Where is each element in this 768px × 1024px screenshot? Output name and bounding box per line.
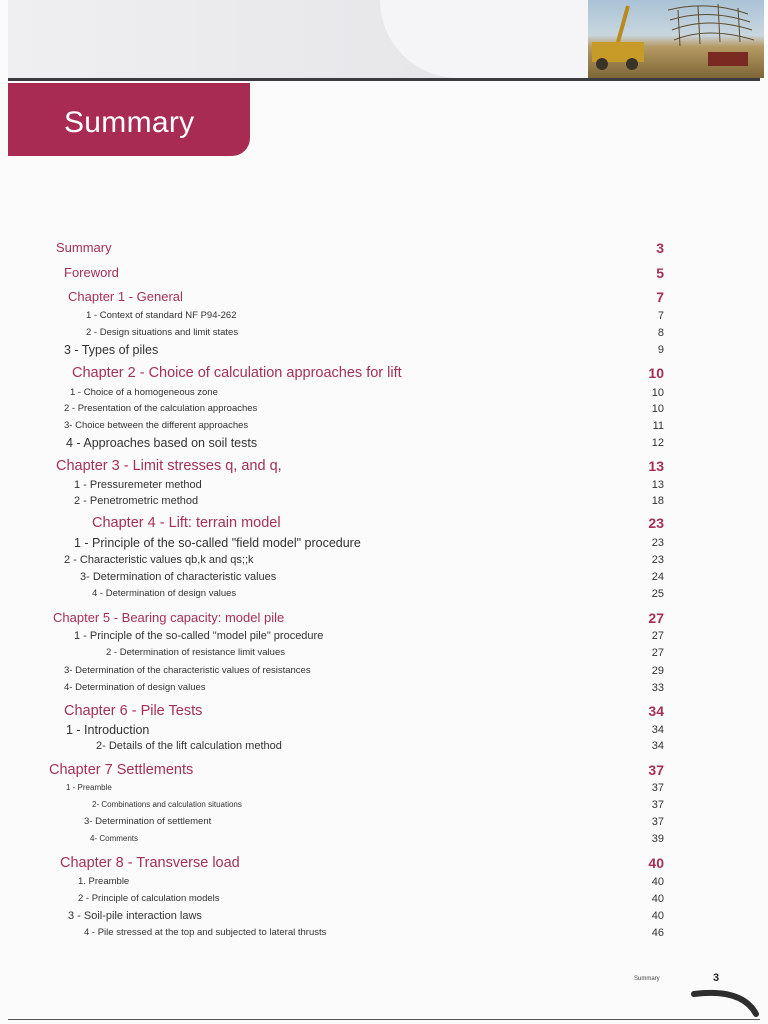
toc-section[interactable] — [0, 797, 768, 813]
toc-entry-label: 1. Preamble — [78, 876, 130, 887]
toc-entry-label: Chapter 6 - Pile Tests — [64, 703, 203, 719]
toc-entry-label: 3 - Soil-pile interaction laws — [68, 910, 202, 922]
toc-entry-label: 1 - Preamble — [66, 783, 112, 792]
title-banner — [8, 83, 250, 156]
toc-entry-page: 10 — [651, 403, 664, 415]
toc-entry-label: Chapter 5 - Bearing capacity: model pile — [53, 610, 285, 625]
toc-entry-label: 4 - Pile stressed at the top and subjected to lateral thrusts — [84, 927, 327, 938]
toc-chapter-1[interactable] — [0, 289, 768, 305]
toc-entry-label: 4 - Determination of design values — [92, 588, 237, 599]
toc-entry-page: 7 — [656, 289, 664, 305]
toc-entry-label: 1 - Context of standard NF P94-262 — [86, 310, 237, 321]
toc-entry-page: 37 — [651, 782, 664, 794]
toc-entry-page: 40 — [651, 893, 664, 905]
toc-entry-label: Foreword — [64, 265, 119, 280]
toc-entry-page: 37 — [651, 816, 664, 828]
toc-entry-label: 3- Determination of characteristic values — [80, 571, 277, 583]
toc-entry-label: 1 - Principle of the so-called "field model" procedure — [74, 536, 361, 550]
toc-section[interactable] — [0, 663, 768, 679]
toc-entry-label: 2 - Design situations and limit states — [86, 327, 239, 338]
toc-entry-label: 3- Choice between the different approaches — [64, 420, 249, 431]
toc-entry-page: 24 — [651, 571, 664, 583]
toc-entry-page: 18 — [651, 495, 664, 507]
toc-section[interactable] — [0, 385, 768, 401]
toc-entry-label: Chapter 4 - Lift: terrain model — [92, 515, 281, 531]
toc-entry-label: 1 - Principle of the so-called "model pile" procedure — [74, 630, 324, 642]
toc-section[interactable] — [0, 552, 768, 568]
toc-entry-page: 29 — [651, 665, 664, 677]
toc-section[interactable] — [0, 780, 768, 796]
toc-entry-page: 8 — [657, 327, 664, 339]
toc-entry-page: 9 — [657, 344, 664, 356]
toc-entry-label: 2 - Presentation of the calculation approaches — [64, 403, 258, 414]
toc-section[interactable] — [0, 891, 768, 907]
toc-entry-page: 39 — [651, 833, 664, 845]
toc-entry-label: 2 - Principle of calculation models — [78, 893, 220, 904]
toc-chapter-7[interactable] — [0, 762, 768, 778]
toc-section[interactable] — [0, 874, 768, 890]
toc-section[interactable] — [0, 738, 768, 754]
toc-entry-label: 1 - Choice of a homogeneous zone — [70, 387, 218, 398]
toc-chapter-2[interactable] — [0, 365, 768, 381]
header-divider — [8, 78, 760, 81]
toc-entry-page: 34 — [651, 724, 664, 736]
toc-section[interactable] — [0, 535, 768, 551]
header-curve-decoration — [380, 0, 620, 78]
toc-section[interactable] — [0, 435, 768, 451]
toc-entry-page: 11 — [652, 420, 664, 432]
page-corner-arrow-icon — [690, 984, 760, 1020]
toc-chapter-3[interactable] — [0, 458, 768, 474]
toc-section[interactable] — [0, 308, 768, 324]
toc-section[interactable] — [0, 493, 768, 509]
toc-entry-page: 7 — [657, 310, 664, 322]
toc-entry-page: 37 — [648, 762, 664, 778]
toc-entry-page: 13 — [651, 479, 664, 491]
construction-site-photo — [588, 0, 764, 78]
toc-entry-label: Chapter 7 Settlements — [49, 762, 194, 778]
toc-section[interactable] — [0, 925, 768, 941]
toc-entry-label: Chapter 8 - Transverse load — [60, 855, 240, 871]
toc-section[interactable] — [0, 680, 768, 696]
toc-entry-page: 46 — [651, 927, 664, 939]
footer-page-number: 3 — [713, 972, 720, 984]
toc-entry-label: 3- Determination of the characteristic values of resistances — [64, 665, 311, 676]
toc-entry-label: 4- Determination of design values — [64, 682, 206, 693]
toc-entry-page: 34 — [651, 740, 664, 752]
toc-section[interactable] — [0, 325, 768, 341]
toc-entry-page: 40 — [648, 855, 664, 871]
toc-section[interactable] — [0, 722, 768, 738]
toc-chapter-8[interactable] — [0, 855, 768, 871]
toc-section[interactable] — [0, 477, 768, 493]
toc-entry-page: 10 — [648, 365, 664, 381]
toc-entry-foreword[interactable] — [0, 265, 768, 281]
toc-section[interactable] — [0, 645, 768, 661]
toc-section[interactable] — [0, 418, 768, 434]
toc-entry-page: 25 — [651, 588, 664, 600]
toc-entry-label: Summary — [56, 240, 112, 255]
toc-entry-label: 3- Determination of settlement — [84, 816, 212, 827]
toc-entry-label: 2- Details of the lift calculation method — [96, 740, 282, 752]
toc-entry-label: 2- Combinations and calculation situations — [92, 800, 242, 809]
toc-entry-label: 4- Comments — [90, 834, 139, 843]
toc-entry-label: 2 - Penetrometric method — [74, 495, 199, 507]
toc-entry-label: 1 - Pressuremeter method — [74, 479, 202, 491]
toc-entry-label: 4 - Approaches based on soil tests — [66, 436, 258, 450]
footer-section-label: Summary — [634, 976, 660, 982]
toc-entry-label: 2 - Determination of resistance limit values — [106, 647, 285, 658]
toc-entry-label: Chapter 3 - Limit stresses q, and q, — [56, 458, 282, 474]
toc-entry-label: 2 - Characteristic values qb,k and qs;;k — [64, 554, 254, 566]
toc-chapter-6[interactable] — [0, 703, 768, 719]
toc-entry-page: 23 — [651, 554, 664, 566]
footer-divider — [8, 1019, 760, 1020]
toc-entry-page: 13 — [648, 458, 664, 474]
toc-entry-label: 3 - Types of piles — [64, 343, 159, 357]
toc-entry-label: Chapter 1 - General — [68, 289, 183, 304]
crane-illustration-icon — [588, 0, 764, 78]
toc-entry-label: Chapter 2 - Choice of calculation approaches for lift — [72, 365, 402, 381]
toc-entry-page: 5 — [656, 265, 664, 281]
toc-section[interactable] — [0, 401, 768, 417]
toc-entry-page: 27 — [648, 610, 664, 626]
toc-section[interactable] — [0, 586, 768, 602]
toc-entry-page: 27 — [651, 647, 664, 659]
toc-entry-page: 12 — [651, 437, 664, 449]
toc-entry-page: 37 — [651, 799, 664, 811]
toc-section[interactable] — [0, 569, 768, 585]
toc-chapter-5[interactable] — [0, 610, 768, 626]
toc-entry-page: 40 — [651, 876, 664, 888]
toc-section[interactable] — [0, 342, 768, 358]
toc-entry-page: 34 — [648, 703, 664, 719]
toc-entry-page: 40 — [651, 910, 664, 922]
toc-entry-summary[interactable] — [0, 240, 768, 256]
toc-section[interactable] — [0, 814, 768, 830]
toc-entry-page: 23 — [651, 537, 664, 549]
toc-chapter-4[interactable] — [0, 515, 768, 531]
toc-section[interactable] — [0, 628, 768, 644]
toc-entry-page: 27 — [651, 630, 664, 642]
toc-entry-page: 3 — [656, 240, 664, 256]
page-title: Summary — [64, 106, 195, 139]
toc-entry-page: 23 — [648, 515, 664, 531]
toc-section[interactable] — [0, 908, 768, 924]
toc-entry-page: 33 — [651, 682, 664, 694]
toc-entry-page: 10 — [651, 387, 664, 399]
toc-entry-label: 1 - Introduction — [66, 723, 150, 737]
toc-section[interactable] — [0, 831, 768, 847]
